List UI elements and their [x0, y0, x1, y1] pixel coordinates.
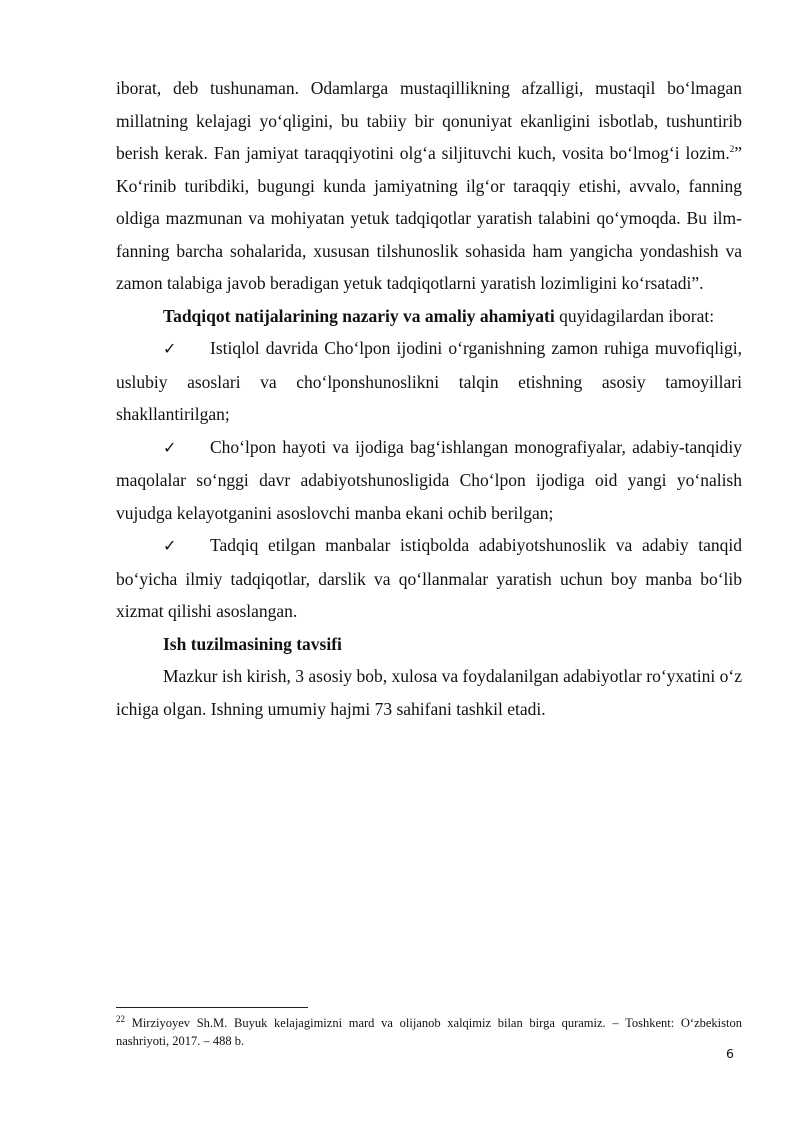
- list-item-text: Tadqiq etilgan manbalar istiqbolda adabiyotshunoslik va adabiy tanqid bo‘yicha ilmiy tadqiqotlar, darslik va qo‘llanmalar yaratish uchun boy manba bo‘lib xizmat qilishi asoslangan.: [116, 535, 742, 621]
- body-text: [116, 72, 742, 725]
- checkmark-bullet: [163, 431, 210, 465]
- footnote-text: Mirziyoyev Sh.M. Buyuk kelajagimizni mard va olijanob xalqimiz bilan birga quramiz. – Toshkent: O‘zbekiston nashriyoti, 2017. – 488 b.: [116, 1016, 742, 1048]
- list-item: [116, 332, 742, 431]
- intro-text-continued: ” Ko‘rinib turibdiki, bugungi kunda jamiyatning ilg‘or taraqqiy etishi, avvalo, fanning oldiga mazmunan va mohiyatan yetuk tadqiqotlar yaratish talabini qo‘ymoqda. Bu ilm-fanning barcha sohalarida, xususan tilshunoslik sohasida ham yangicha yondashish va zamon talabiga javob beradigan yetuk tadqiqotlarni yaratish lozimligini ko‘rsatadi”.: [116, 143, 742, 293]
- footnote-reference[interactable]: 2: [729, 144, 735, 155]
- footnote-divider: [116, 1007, 308, 1008]
- structure-heading: Ish tuzilmasining tavsifi: [163, 633, 342, 654]
- footnote: [116, 1014, 742, 1050]
- checkmark-icon: ✓: [163, 339, 177, 358]
- significance-heading: Tadqiqot natijalarining nazariy va amaliy ahamiyati: [163, 305, 555, 326]
- checkmark-bullet: [163, 332, 210, 366]
- list-item-text: Istiqlol davrida Cho‘lpon ijodini o‘rganishning zamon ruhiga muvofiqligi, uslubiy asoslari va cho‘lponshunoslikni talqin etishning asosiy tamoyillari shakllantirilgan;: [116, 338, 742, 424]
- checkmark-icon: ✓: [163, 437, 177, 457]
- intro-text: iborat, deb tushunaman. Odamlarga mustaqillikning afzalligi, mustaqil bo‘lmagan millatning kelajagi yo‘qligini, bu tabiiy bir qonuniyat ekanligini isbotlab, tushuntirib berish kerak. Fan jamiyat taraqqiyotini olg‘a siljituvchi kuch, vosita bo‘lmog‘i lozim.: [116, 78, 742, 163]
- structure-paragraph: Mazkur ish kirish, 3 asosiy bob, xulosa va foydalanilgan adabiyotlar ro‘yxatini o‘z ichiga olgan. Ishning umumiy hajmi 73 sahifani tashkil etadi.: [116, 666, 742, 719]
- checkmark-bullet: [163, 529, 210, 563]
- significance-tail: quyidagilardan iborat:: [554, 305, 715, 326]
- intro-paragraph: [116, 72, 742, 300]
- checkmark-icon: ✓: [163, 536, 177, 555]
- list-item-text: Cho‘lpon hayoti va ijodiga bag‘ishlangan monografiyalar, adabiy-tanqidiy maqolalar so‘nggi davr adabiyotshunosligida Cho‘lpon ijodiga oid yangi yo‘nalish vujudga kelayotganini asoslovchi manba ekani ochib berilgan;: [116, 436, 742, 523]
- significance-paragraph: [116, 300, 742, 333]
- list-item: [116, 431, 742, 530]
- list-item: [116, 529, 742, 628]
- page-number: 6: [726, 1046, 734, 1061]
- footnote-mark: 22: [116, 1013, 125, 1024]
